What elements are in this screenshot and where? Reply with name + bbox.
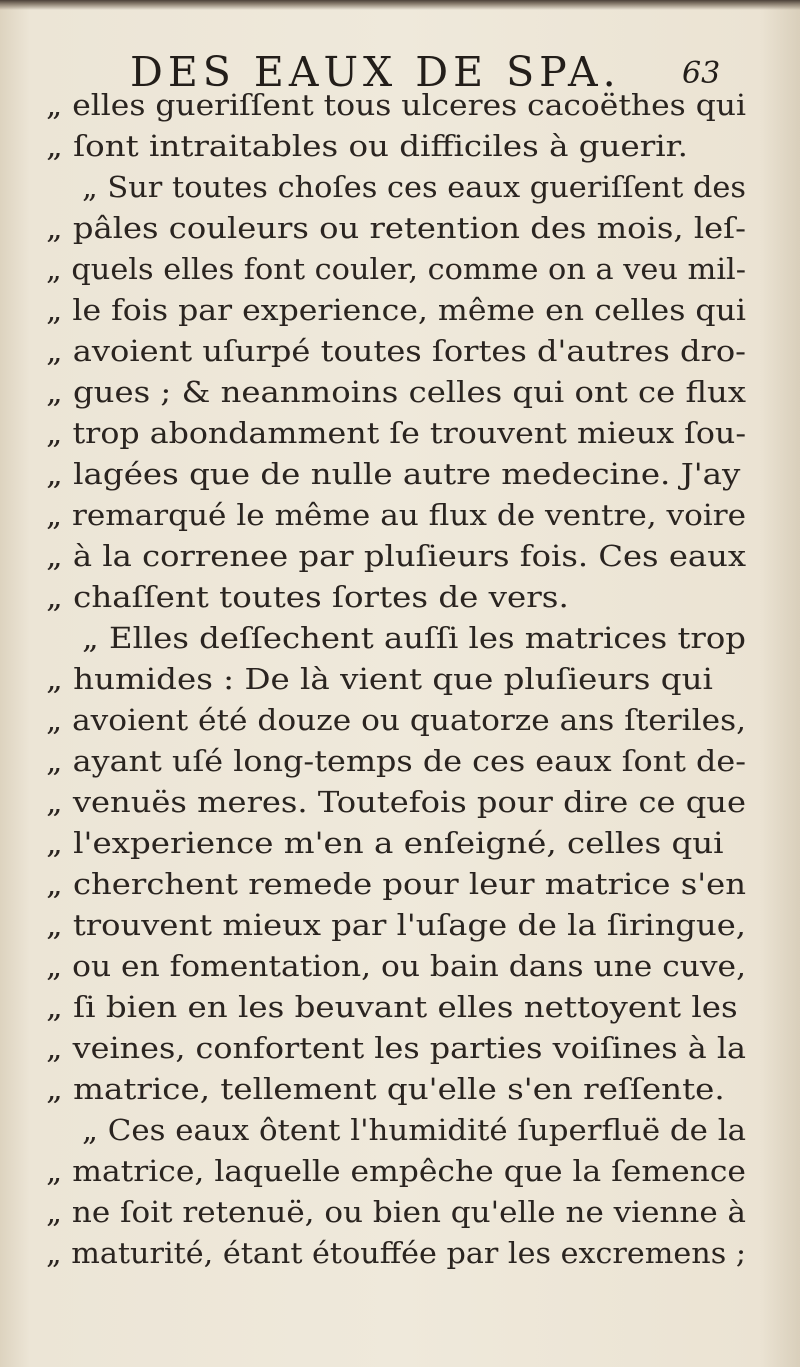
text-line: „ ſi bien en les beuvant elles nettoyent les: [46, 990, 738, 1024]
page-number: 63: [682, 56, 721, 91]
text-line: „ elles gueriſſent tous ulceres cacoëthes qui: [46, 88, 746, 122]
text-line: „ ſont intraitables ou difficiles à guerir.: [46, 129, 688, 163]
text-line: „ humides : De là vient que pluſieurs qui: [46, 662, 713, 696]
text-line: „ avoient été douze ou quatorze ans ſteriles,: [46, 703, 746, 737]
text-line: „ gues ; & neanmoins celles qui ont ce flux: [46, 375, 747, 409]
text-line: „ lagées que de nulle autre medecine. J'ay: [46, 457, 741, 491]
text-line: „ avoient uſurpé toutes ſortes d'autres dro-: [46, 334, 746, 368]
text-line: „ ayant uſé long-temps de ces eaux ſont de-: [46, 744, 747, 778]
text-line: „ remarqué le même au flux de ventre, voire: [46, 498, 747, 532]
running-title: DES EAUX DE SPA.: [130, 48, 621, 96]
text-line: „ matrice, laquelle empêche que la ſemence: [46, 1154, 746, 1188]
text-line: „ Ces eaux ôtent l'humidité ſuperfluë de la: [82, 1113, 746, 1147]
text-line: „ le fois par experience, même en celles qui: [46, 293, 747, 327]
text-line: „ pâles couleurs ou retention des mois, leſ-: [46, 211, 746, 245]
text-line: „ ne ſoit retenuë, ou bien qu'elle ne vienne à: [46, 1195, 747, 1229]
text-line: „ chaſſent toutes ſortes de vers.: [46, 580, 569, 614]
text-line: „ cherchent remede pour leur matrice s'en: [46, 867, 747, 901]
text-line: „ quels elles font couler, comme on a veu mil-: [46, 252, 747, 286]
text-line: „ Sur toutes choſes ces eaux gueriſſent des: [82, 170, 747, 204]
text-line: „ maturité, étant étouffée par les excremens ;: [46, 1236, 747, 1270]
text-line: „ matrice, tellement qu'elle s'en reſſente.: [46, 1072, 725, 1106]
text-line: „ trouvent mieux par l'uſage de la ſiringue,: [46, 908, 746, 942]
text-line: „ ou en fomentation, ou bain dans une cuve,: [46, 949, 747, 983]
text-line: „ veines, confortent les parties voiſines à la: [46, 1031, 747, 1065]
page-top-edge: [0, 0, 800, 10]
text-line: „ trop abondamment ſe trouvent mieux ſou-: [46, 416, 747, 450]
text-line: „ à la correnee par pluſieurs fois. Ces eaux: [46, 539, 746, 573]
text-line: „ Elles deſſechent auſſi les matrices trop: [82, 621, 746, 655]
text-line: „ l'experience m'en a enſeigné, celles qui: [46, 826, 724, 860]
text-line: „ venuës meres. Toutefois pour dire ce que: [46, 785, 746, 819]
